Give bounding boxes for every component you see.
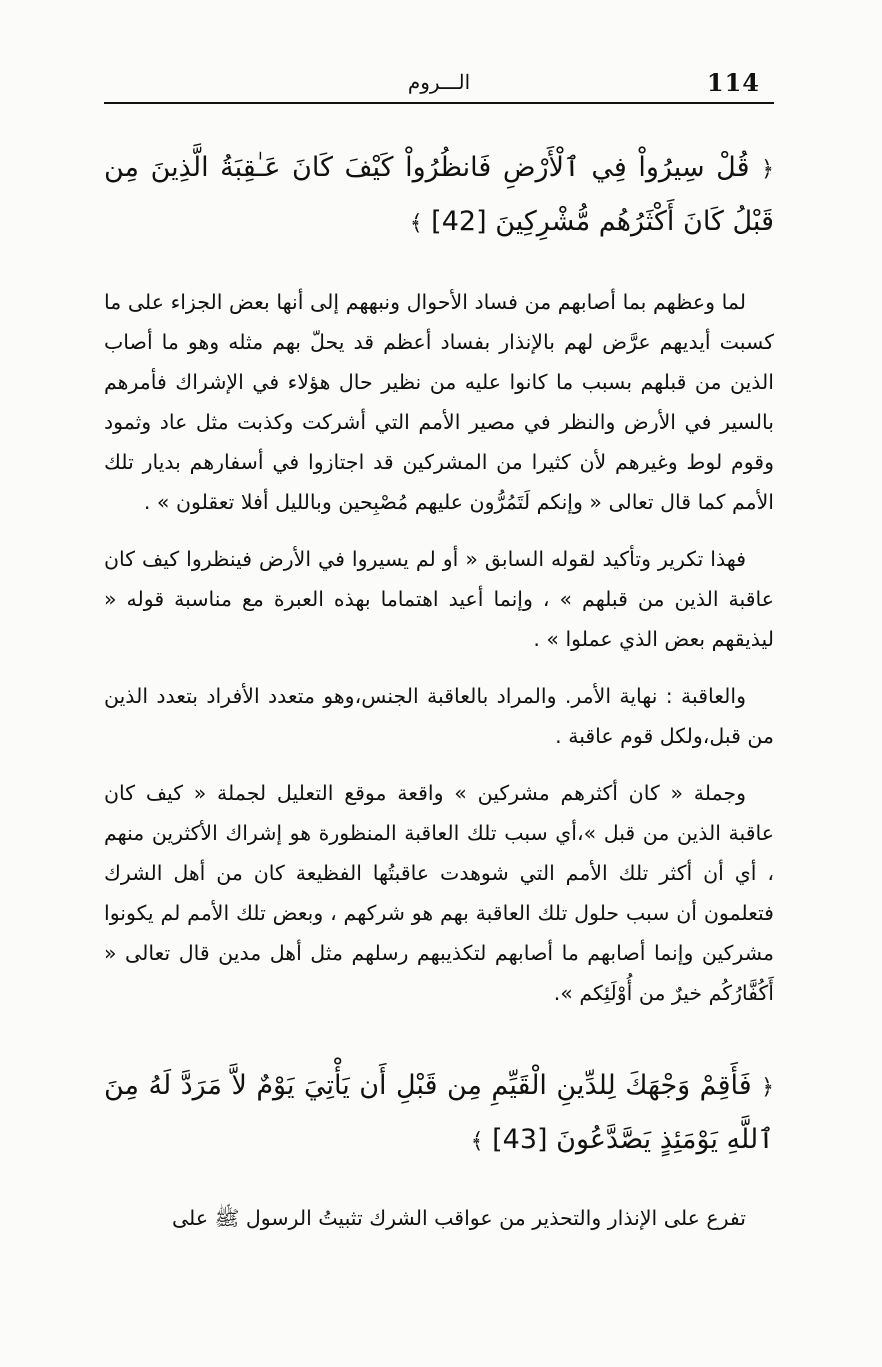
ornate-bracket-close-icon: ﴾ bbox=[409, 211, 423, 236]
ornate-bracket-close-icon: ﴾ bbox=[470, 1129, 484, 1154]
running-title: الـــروم bbox=[407, 70, 471, 94]
quran-verse-42 bbox=[104, 142, 774, 250]
header-divider bbox=[104, 102, 774, 104]
commentary-paragraph: وجملة « كان أكثرهم مشركين » واقعة موقع التعليل لجملة « كيف كان عاقبة الذين من قبل »،أي سبب تلك العاقبة المنظورة هو إشراك الأكثرين منهم ، أي أن أكثر تلك الأمم التي شوهدت عاقبتُها الفظيعة كان من أهل الشرك فتعلمون أن سبب حلول تلك العاقبة بهم هو شركهم ، وبعض تلك الأمم لم يكونوا مشركين وإنما أصابهم ما أصابهم لتكذيبهم رسلهم مثل أهل مدين قال تعالى « أَكُفَّارُكُم خيرٌ من أُوْلَئِكم ». bbox=[104, 781, 774, 1005]
verse-number: [43] bbox=[492, 1124, 548, 1155]
ornate-bracket-open-icon: ﴿ bbox=[761, 157, 774, 182]
commentary-paragraph: فهذا تكرير وتأكيد لقوله السابق « أو لم يسيروا في الأرض فينظروا كيف كان عاقبة الذين من قبلهم » ، وإنما أعيد اهتماما بهذه العبرة مع مناسبة قوله « ليذيقهم بعض الذي عملوا » . bbox=[104, 547, 774, 651]
commentary-paragraph: لما وعظهم بما أصابهم من فساد الأحوال ونبههم إلى أنها بعض الجزاء على ما كسبت أيديهم عرَّض لهم بالإنذار بفساد أعظم قد يحلّ بهم مثله وهو ما أصاب الذين من قبلهم بسبب ما كانوا عليه من نظير حال هؤلاء في الإشراك فأمرهم بالسير في الأرض والنظر في مصير الأمم التي أشركت وكذبت مثل عاد وثمود وقوم لوط وغيرهم لأن كثيرا من المشركين قد اجتازوا في أسفارهم بديار تلك الأمم كما قال تعالى « وإنكم لَتَمُرُّون عليهم مُصْبِحين وبالليل أفلا تعقلون » . bbox=[104, 290, 774, 514]
commentary-paragraph: تفرع على الإنذار والتحذير من عواقب الشرك تثبيتُ الرسول ﷺ على bbox=[171, 1206, 746, 1230]
commentary-block bbox=[104, 282, 774, 1030]
ornate-bracket-open-icon: ﴿ bbox=[761, 1075, 774, 1100]
page-header bbox=[104, 62, 774, 104]
verse-text: فَأَقِمْ وَجْهَكَ لِلدِّينِ الْقَيِّمِ مِن قَبْلِ أَن يَأْتِيَ يَوْمٌ لاَّ مَرَدَّ لَهُ مِنَ ٱللَّهِ يَوْمَئِذٍ يَصَّدَّعُونَ bbox=[104, 1070, 774, 1155]
verse-number: [42] bbox=[431, 206, 487, 237]
page-number: 114 bbox=[706, 68, 760, 97]
commentary-paragraph: والعاقبة : نهاية الأمر. والمراد بالعاقبة الجنس،وهو متعدد الأفراد بتعدد الذين من قبل،ولكل قوم عاقبة . bbox=[104, 684, 774, 748]
quran-verse-43 bbox=[104, 1060, 774, 1168]
verse-text: قُلْ سِيرُواْ فِي ٱلْأَرْضِ فَانظُرُواْ كَيْفَ كَانَ عَـٰقِبَةُ الَّذِينَ مِن قَبْلُ كَانَ أَكْثَرُهُم مُّشْرِكِينَ bbox=[104, 152, 774, 237]
commentary-block-continued bbox=[104, 1198, 774, 1255]
